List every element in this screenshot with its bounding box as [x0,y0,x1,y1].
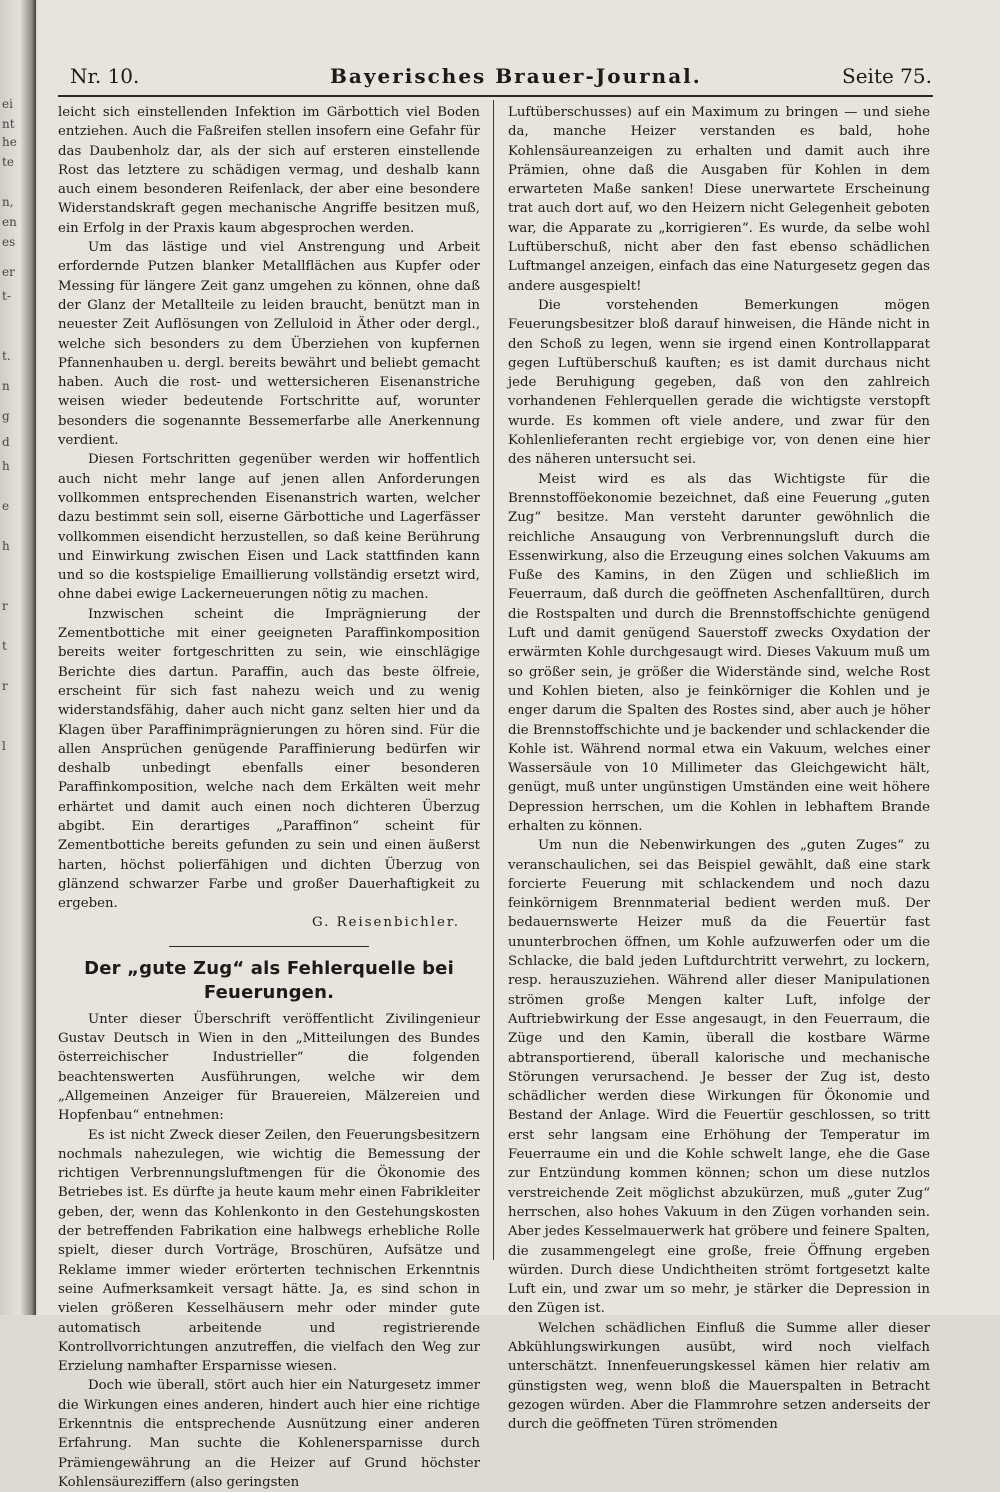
column-divider [493,100,494,1260]
gutter-text-fragment: t [2,639,7,653]
paragraph: Luftüberschusses) auf ein Maximum zu bringen — und siehe da, manche Heizer verstanden es bald, hohe Kohlensäureanzeigen zu erhalten und damit auch ihre Prämien, ohne daß die Ausgaben für Kohlen in dem erwarteten Maße sanken! Diese unerwartete Erscheinung trat auch dort auf, wo den Heizern nicht Gelegenheit geboten war, die Apparate zu „korrigieren“. Es wurde, da selbe wohl Luftüberschuß, nicht aber den fast ebenso schädlichen Luftmangel anzeigen, einfach das eine Naturgesetz gegen das andere ausgespielt! [508,105,930,294]
journal-title: Bayerisches Brauer-Journal. [330,64,702,88]
paragraph: Inzwischen scheint die Imprägnierung der Zementbottiche mit einer geeigneten Paraffinkomposition bereits weiter fortgeschritten zu sein, wie einschlägige Berichte dies dartun. Paraffin, auch das beste ölfreie, erscheint für sich fast nahezu weich und zu wenig widerstandsfähig, daher auch nicht ganz selten hier und da Klagen über Paraffinimprägnierungen zu hören sind. Für die allen Ansprüchen genügende Paraffinierung bedürfen wir deshalb unbedingt ebenfalls einer besonderen Paraffinkomposition, welche nach dem Erkälten weit mehr erhärtet und damit auch einen noch dichteren Überzug abgibt. Ein derartiges „Paraffinon“ scheint für Zementbottiche bereits gefunden zu sein und einen äußerst harten, höchst polierfähigen und dichten Überzug von glänzend schwarzer Farbe und großer Dauerhaftigkeit zu ergeben. [58,606,480,912]
gutter-text-fragment: n, [2,195,14,209]
gutter-text-fragment: d [2,435,10,449]
paragraph: Doch wie überall, stört auch hier ein Naturgesetz immer die Wirkungen eines anderen, hindert auch hier eine richtige Erkenntnis die entsprechende Ausnützung einer anderen Erfahrung. Man suchte die Kohlenersparnisse durch Prämiengewährung an die Heizer auf Grund höchster Kohlensäureziffern (also geringsten [58,1378,480,1490]
gutter-text-fragment: he [2,135,17,149]
header-rule [58,95,933,97]
paragraph: Es ist nicht Zweck dieser Zeilen, den Feuerungsbesitzern nochmals nahezulegen, wie wichtig die Bemessung der richtigen Verbrennungsluftmengen für die Ökonomie des Betriebes ist. Es dürfte ja heute kaum mehr einen Fabrikleiter geben, der, wenn das Kohlenkonto in den Gestehungskosten der betreffenden Fabrikation eine halbwegs erhebliche Rolle spielt, dieser durch Vorträge, Broschüren, Aufsätze und Reklame immer wieder erörterten technischen Erkenntnis seine Aufmerksamkeit versagt hätte. Ja, es sind schon in vielen größeren Kesselhäusern mehr oder minder gute automatisch arbeitende und registrierende Kontrollvorrichtungen anzutreffen, die vielfach den Weg zur Erzielung namhafter Ersparnisse wiesen. [58,1127,480,1375]
paragraph: leicht sich einstellenden Infektion im Gärbottich viel Boden entziehen. Auch die Faßreifen stellen insofern eine Gefahr für das Daubenholz dar, als der sich auf ersteren einstellende Rost das letztere zu schädigen vermag, und deshalb kann auch einem besonderen Reifenlack, der aber eine besondere Widerstandskraft gegen mechanische Angriffe besitzen muß, ein Erfolg in der Praxis kaum abgesprochen werden. [58,105,480,236]
issue-number: Nr. 10. [70,64,140,88]
paragraph: Um das lästige und viel Anstrengung und Arbeit erfordernde Putzen blanker Metallflächen aus Kupfer oder Messing für längere Zeit ganz umgehen zu können, ohne daß der Glanz der Metallteile zu leiden braucht, benützt man in neuester Zeit Auflösungen von Zelluloid in Äther oder dergl., welche sich besonders zu dem Überziehen von kupfernen Pfannenhauben u. dergl. bereits bewährt und beliebt gemacht haben. Auch die rost- und wettersicheren Eisenanstriche weisen wieder bedeutende Fortschritte auf, worunter besonders die sogenannte Bessemerfarbe alle Anerkennung verdient. [58,240,480,449]
scan-gutter [0,0,36,1315]
gutter-text-fragment: t. [2,349,11,363]
gutter-text-fragment: n [2,379,10,393]
gutter-text-fragment: e [2,499,10,513]
author-signature: G. Reisenbichler. [311,915,460,931]
gutter-text-fragment: te [2,155,14,169]
gutter-text-fragment: r [2,679,8,693]
left-column [58,103,480,1492]
page-number: Seite 75. [842,64,932,88]
gutter-text-fragment: g [2,409,10,423]
article-headline: Der „gute Zug“ als Fehlerquelle bei Feuerungen. [84,957,454,1003]
paragraph: Um nun die Nebenwirkungen des „guten Zuges“ zu veranschaulichen, sei das Beispiel gewählt, daß eine stark forcierte Feuerung mit schlackendem und noch dazu feinkörnigem Brennmaterial bedient werden muß. Der bedauernswerte Heizer muß da die Feuertür fast ununterbrochen öffnen, um Kohle aufzuwerfen oder um die Schlacke, die bald jeden Luftdurchtritt verwehrt, zu lockern, resp. herauszuziehen. Während aller dieser Manipulationen strömen große Mengen kalter Luft, infolge der Auftriebwirkung der Esse angesaugt, in den Feuerraum, die Züge und den Kamin, überall die kostbare Wärme abtransportierend, überall kalorische und mechanische Störungen verursachend. Je besser der Zug ist, desto schädlicher werden diese Wirkungen für Ökonomie und Bestand der Anlage. Wird die Feuertür geschlossen, so tritt erst sehr langsam eine Erhöhung der Temperatur im Feuerraume ein und die Kohle schwelt lange, ehe die Gase zur Entzündung kommen können; schon um diese nutzlos verstreichende Zeit möglichst abzukürzen, muß „guter Zug“ herrschen, also hohes Vakuum in den Zügen vorhanden sein. Aber jedes Kesselmauerwerk hat gröbere und feinere Spalten, die zusammengelegt eine große, freie Öffnung ergeben würden. Durch diese Undichtheiten strömt fortgesetzt kalte Luft ein, und zwar um so mehr, je stärker die Depression in den Zügen ist. [508,838,930,1317]
paragraph: Die vorstehenden Bemerkungen mögen Feuerungsbesitzer bloß darauf hinweisen, die Hände nicht in den Schoß zu legen, wenn sie irgend einen Kontrollapparat gegen Luftüberschuß kauften; es ist damit durchaus nicht jede Beruhigung gegeben, daß von den zahlreich vorhandenen Fehlerquellen gerade die wichtigste verstopft wurde. Es kommen oft viele andere, und zwar für den Kohlenlieferanten recht ergiebige vor, von denen eine hier des näheren untersucht sei. [508,297,930,468]
gutter-text-fragment: h [2,459,10,473]
right-column [508,103,930,1434]
gutter-text-fragment: r [2,599,8,613]
page-header [70,64,932,94]
gutter-text-fragment: es [2,235,16,249]
gutter-text-fragment: er [2,265,15,279]
gutter-text-fragment: t- [2,289,11,303]
paragraph: Meist wird es als das Wichtigste für die Brennstofföekonomie bezeichnet, daß eine Feuerung „guten Zug“ besitze. Man versteht darunter gewöhnlich die reichliche Ansaugung von Verbrennungsluft durch die Essenwirkung, also die Erzeugung eines solchen Vakuums am Fuße des Kamins, in den Zügen und schließlich im Feuerraum, daß durch die geöffneten Aschenfalltüren, durch die Rostspalten und durch die Brennstoffschichte genügend Luft und damit genügend Sauerstoff zwecks Oxydation der erwärmten Kohle durchgesaugt wird. Dieses Vakuum muß um so größer sein, je größer die Widerstände sind, welche Rost und Kohlen bieten, also je feinkörniger die Kohlen und je enger darum die Spalten des Rostes sind, aber auch je höher die Brennstoffschichte und je backender und schlackender die Kohle ist. Während normal etwa ein Vakuum, welches einer Wassersäule von 10 Millimeter das Gleichgewicht hält, genügt, muß unter ungünstigen Umständen eine weit höhere Depression herrschen, um die Kohlen in lebhaftem Brande erhalten zu können. [508,471,930,834]
gutter-text-fragment: l [2,739,6,753]
article-separator [169,946,369,947]
paragraph: Unter dieser Überschrift veröffentlicht Zivilingenieur Gustav Deutsch in Wien in den „Mitteilungen des Bundes österreichischer Industrieller“ die folgenden beachtenswerten Ausführungen, welche wir dem „Allgemeinen Anzeiger für Brauereien, Mälzereien und Hopfenbau“ entnehmen: [58,1011,480,1124]
gutter-text-fragment: en [2,215,17,229]
paragraph: Welchen schädlichen Einfluß die Summe aller dieser Abkühlungswirkungen ausübt, wird noch vielfach unterschätzt. Innenfeuerungskessel kämen hier relativ am günstigsten weg, wenn bloß die Mauerspalten in Betracht gezogen würden. Aber die Flammrohre setzen anderseits der durch die geöffneten Türen strömenden [508,1320,930,1433]
paragraph: Diesen Fortschritten gegenüber werden wir hoffentlich auch nicht mehr lange auf jenen allen Anforderungen vollkommen entsprechenden Eisenanstrich warten, welcher dazu bestimmt sein soll, eiserne Gärbottiche und Lagerfässer vollkommen eisendicht herzustellen, so daß keine Berührung und Einwirkung zwischen Eisen und Lack stattfinden kann und so die kostspielige Emaillierung vollständig ersetzt wird, ohne dabei ewige Lackerneuerungen nötig zu machen. [58,452,480,603]
gutter-text-fragment: nt [2,117,15,131]
gutter-text-fragment: h [2,539,10,553]
gutter-text-fragment: ei [2,97,13,111]
